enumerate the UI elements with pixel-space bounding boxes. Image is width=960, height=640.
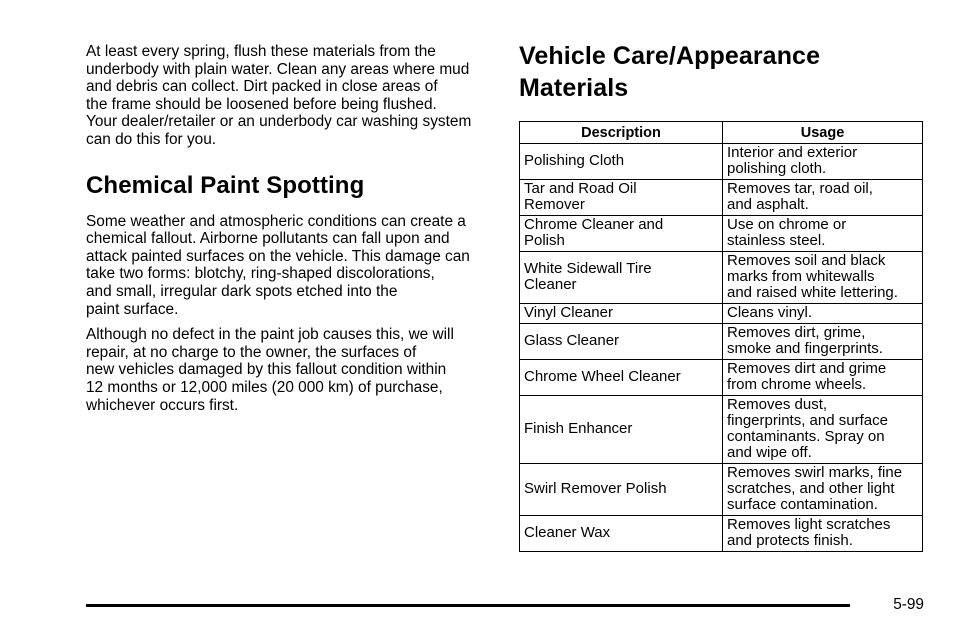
usage-cell: Removes soil and black marks from whitewalls and raised white lettering.	[723, 252, 923, 304]
description-cell: Polishing Cloth	[520, 144, 723, 180]
table-row	[520, 304, 923, 324]
table-row	[520, 324, 923, 360]
description-cell: Chrome Cleaner and Polish	[520, 216, 723, 252]
left-column	[86, 43, 494, 414]
column-header-usage: Usage	[723, 122, 923, 144]
table-row	[520, 396, 923, 464]
care-materials-table	[519, 121, 923, 552]
description-cell: Vinyl Cleaner	[520, 304, 723, 324]
description-cell: Finish Enhancer	[520, 396, 723, 464]
description-cell: Cleaner Wax	[520, 516, 723, 552]
page-number: 5-99	[893, 596, 924, 613]
table-row	[520, 216, 923, 252]
repair-paragraph: Although no defect in the paint job causes this, we will repair, at no charge to the owner, the surfaces of new vehicles damaged by this fallout condition within 12 months or 12,000 miles (20 000 km) of purchase, whichever occurs first.	[86, 326, 454, 414]
fallout-paragraph: Some weather and atmospheric conditions can create a chemical fallout. Airborne pollutants can fall upon and attack painted surfaces on the vehicle. This damage can take two forms: blotchy, ring-shaped discolorations, and small, irregular dark spots etched into the paint surface.	[86, 212, 470, 318]
table-row	[520, 360, 923, 396]
usage-cell: Interior and exterior polishing cloth.	[723, 144, 923, 180]
description-cell: Glass Cleaner	[520, 324, 723, 360]
usage-cell: Use on chrome or stainless steel.	[723, 216, 923, 252]
usage-cell: Removes dirt, grime, smoke and fingerprints.	[723, 324, 923, 360]
underbody-paragraph: At least every spring, flush these materials from the underbody with plain water. Clean any areas where mud and debris can collect. Dirt packed in close areas of the frame should be loosened before being flushed. Your dealer/retailer or an underbody car washing system can do this for you.	[86, 43, 472, 148]
usage-cell: Removes dirt and grime from chrome wheels.	[723, 360, 923, 396]
footer-rule	[86, 604, 850, 607]
usage-cell: Removes light scratches and protects finish.	[723, 516, 923, 552]
table-row	[520, 144, 923, 180]
description-cell: White Sidewall Tire Cleaner	[520, 252, 723, 304]
usage-cell: Removes dust, fingerprints, and surface contaminants. Spray on and wipe off.	[723, 396, 923, 464]
usage-cell: Removes tar, road oil, and asphalt.	[723, 180, 923, 216]
table-row	[520, 516, 923, 552]
description-cell: Swirl Remover Polish	[520, 464, 723, 516]
description-cell: Chrome Wheel Cleaner	[520, 360, 723, 396]
table-row	[520, 464, 923, 516]
section-heading-care-materials: Vehicle Care/Appearance Materials	[519, 42, 821, 102]
column-header-description: Description	[520, 122, 723, 144]
usage-cell: Cleans vinyl.	[723, 304, 923, 324]
table-row	[520, 180, 923, 216]
description-cell: Tar and Road Oil Remover	[520, 180, 723, 216]
section-heading-chemical-paint-spotting: Chemical Paint Spotting	[86, 171, 365, 199]
table-row	[520, 252, 923, 304]
table-header-row	[520, 122, 923, 144]
right-column	[519, 40, 923, 552]
usage-cell: Removes swirl marks, fine scratches, and other light surface contamination.	[723, 464, 923, 516]
